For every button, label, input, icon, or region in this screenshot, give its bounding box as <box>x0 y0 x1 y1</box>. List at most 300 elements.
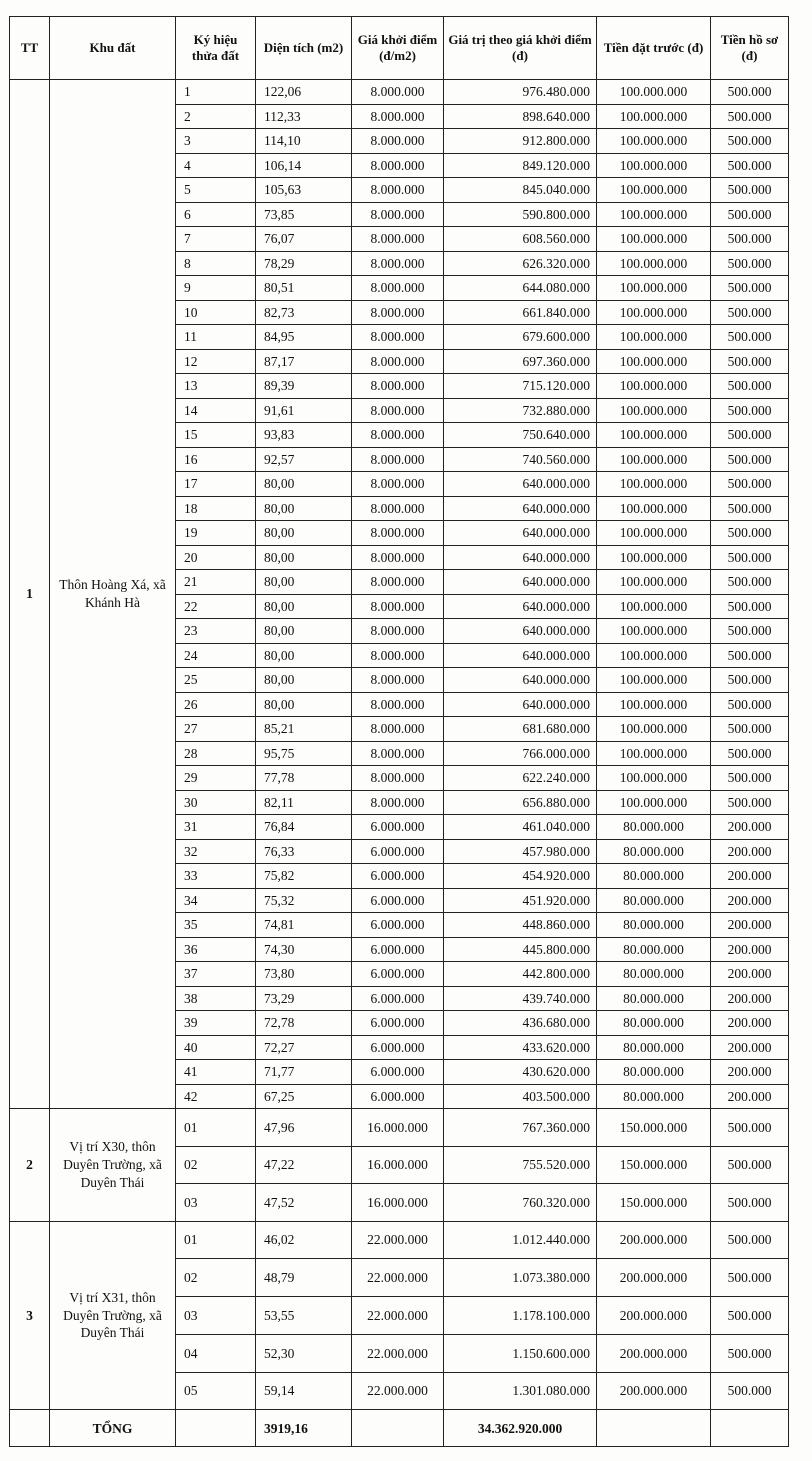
cell-deposit: 100.000.000 <box>597 349 711 374</box>
cell-deposit: 80.000.000 <box>597 888 711 913</box>
cell-area: 80,51 <box>256 276 352 301</box>
cell-start-price: 6.000.000 <box>352 1060 444 1085</box>
cell-start-price: 8.000.000 <box>352 374 444 399</box>
cell-area: 80,00 <box>256 545 352 570</box>
cell-deposit: 80.000.000 <box>597 1084 711 1109</box>
cell-area: 80,00 <box>256 496 352 521</box>
cell-start-price: 8.000.000 <box>352 570 444 595</box>
cell-start-price: 8.000.000 <box>352 202 444 227</box>
cell-start-price: 16.000.000 <box>352 1184 444 1222</box>
cell-area: 80,00 <box>256 692 352 717</box>
cell-fee: 200.000 <box>711 815 789 840</box>
cell-area: 80,00 <box>256 619 352 644</box>
cell-area: 74,81 <box>256 913 352 938</box>
header-khu-dat: Khu đất <box>50 17 176 80</box>
cell-area: 92,57 <box>256 447 352 472</box>
cell-area: 87,17 <box>256 349 352 374</box>
cell-start-value: 1.178.100.000 <box>444 1297 597 1335</box>
cell-lot-id: 12 <box>176 349 256 374</box>
cell-area: 75,82 <box>256 864 352 889</box>
cell-start-price: 6.000.000 <box>352 815 444 840</box>
cell-start-value: 640.000.000 <box>444 521 597 546</box>
cell-fee: 500.000 <box>711 472 789 497</box>
cell-deposit: 200.000.000 <box>597 1259 711 1297</box>
cell-area: 105,63 <box>256 178 352 203</box>
cell-lot-id: 30 <box>176 790 256 815</box>
cell-area: 47,22 <box>256 1146 352 1184</box>
cell-start-price: 8.000.000 <box>352 741 444 766</box>
cell-fee: 500.000 <box>711 104 789 129</box>
cell-lot-id: 26 <box>176 692 256 717</box>
cell-lot-id: 8 <box>176 251 256 276</box>
cell-area: 91,61 <box>256 398 352 423</box>
cell-deposit: 100.000.000 <box>597 496 711 521</box>
cell-fee: 500.000 <box>711 496 789 521</box>
cell-fee: 200.000 <box>711 1035 789 1060</box>
cell-fee: 500.000 <box>711 447 789 472</box>
cell-deposit: 80.000.000 <box>597 937 711 962</box>
cell-start-value: 436.680.000 <box>444 1011 597 1036</box>
cell-fee: 200.000 <box>711 962 789 987</box>
cell-start-value: 656.880.000 <box>444 790 597 815</box>
cell-start-value: 640.000.000 <box>444 496 597 521</box>
cell-lot-id: 9 <box>176 276 256 301</box>
cell-deposit: 100.000.000 <box>597 668 711 693</box>
total-value: 34.362.920.000 <box>444 1410 597 1447</box>
cell-deposit: 80.000.000 <box>597 986 711 1011</box>
cell-start-price: 16.000.000 <box>352 1109 444 1147</box>
total-tt-cell <box>10 1410 50 1447</box>
cell-start-price: 6.000.000 <box>352 839 444 864</box>
cell-start-value: 457.980.000 <box>444 839 597 864</box>
cell-fee: 200.000 <box>711 1011 789 1036</box>
cell-deposit: 100.000.000 <box>597 374 711 399</box>
cell-start-value: 679.600.000 <box>444 325 597 350</box>
cell-lot-id: 35 <box>176 913 256 938</box>
cell-start-price: 8.000.000 <box>352 643 444 668</box>
total-empty-cell <box>597 1410 711 1447</box>
cell-fee: 200.000 <box>711 986 789 1011</box>
cell-deposit: 100.000.000 <box>597 643 711 668</box>
cell-fee: 200.000 <box>711 1084 789 1109</box>
cell-deposit: 100.000.000 <box>597 717 711 742</box>
cell-fee: 500.000 <box>711 251 789 276</box>
cell-start-value: 430.620.000 <box>444 1060 597 1085</box>
table-row <box>10 80 789 105</box>
cell-fee: 200.000 <box>711 913 789 938</box>
cell-deposit: 100.000.000 <box>597 227 711 252</box>
cell-fee: 500.000 <box>711 178 789 203</box>
cell-deposit: 100.000.000 <box>597 129 711 154</box>
cell-start-value: 912.800.000 <box>444 129 597 154</box>
cell-area: 75,32 <box>256 888 352 913</box>
cell-fee: 500.000 <box>711 276 789 301</box>
cell-start-price: 16.000.000 <box>352 1146 444 1184</box>
header-tien-ho-so: Tiền hồ sơ (đ) <box>711 17 789 80</box>
cell-lot-id: 40 <box>176 1035 256 1060</box>
cell-start-value: 445.800.000 <box>444 937 597 962</box>
cell-deposit: 100.000.000 <box>597 423 711 448</box>
cell-start-price: 8.000.000 <box>352 104 444 129</box>
group-location: Vị trí X30, thôn Duyên Trường, xã Duyên Thái <box>50 1109 176 1222</box>
cell-start-value: 750.640.000 <box>444 423 597 448</box>
cell-start-value: 640.000.000 <box>444 594 597 619</box>
header-gia-khoi-diem: Giá khởi điểm (đ/m2) <box>352 17 444 80</box>
header-tien-dat-truoc: Tiền đặt trước (đ) <box>597 17 711 80</box>
cell-area: 73,29 <box>256 986 352 1011</box>
cell-area: 76,07 <box>256 227 352 252</box>
total-area: 3919,16 <box>256 1410 352 1447</box>
cell-deposit: 80.000.000 <box>597 1035 711 1060</box>
cell-deposit: 100.000.000 <box>597 741 711 766</box>
cell-fee: 500.000 <box>711 594 789 619</box>
cell-area: 77,78 <box>256 766 352 791</box>
cell-start-value: 640.000.000 <box>444 545 597 570</box>
cell-fee: 500.000 <box>711 1297 789 1335</box>
cell-fee: 500.000 <box>711 643 789 668</box>
cell-area: 82,11 <box>256 790 352 815</box>
table-row <box>10 1221 789 1259</box>
cell-deposit: 80.000.000 <box>597 1011 711 1036</box>
cell-lot-id: 1 <box>176 80 256 105</box>
cell-fee: 500.000 <box>711 300 789 325</box>
cell-area: 47,52 <box>256 1184 352 1222</box>
cell-start-value: 681.680.000 <box>444 717 597 742</box>
cell-start-price: 6.000.000 <box>352 1035 444 1060</box>
cell-start-value: 644.080.000 <box>444 276 597 301</box>
cell-lot-id: 02 <box>176 1146 256 1184</box>
cell-start-price: 8.000.000 <box>352 423 444 448</box>
cell-lot-id: 32 <box>176 839 256 864</box>
cell-area: 73,80 <box>256 962 352 987</box>
cell-fee: 500.000 <box>711 741 789 766</box>
cell-area: 72,78 <box>256 1011 352 1036</box>
cell-deposit: 100.000.000 <box>597 104 711 129</box>
group-number: 3 <box>10 1221 50 1410</box>
cell-area: 80,00 <box>256 643 352 668</box>
header-tt: TT <box>10 17 50 80</box>
cell-start-price: 6.000.000 <box>352 1084 444 1109</box>
cell-lot-id: 33 <box>176 864 256 889</box>
cell-fee: 500.000 <box>711 325 789 350</box>
cell-start-price: 22.000.000 <box>352 1334 444 1372</box>
cell-start-value: 845.040.000 <box>444 178 597 203</box>
cell-deposit: 100.000.000 <box>597 545 711 570</box>
cell-start-value: 461.040.000 <box>444 815 597 840</box>
cell-lot-id: 5 <box>176 178 256 203</box>
cell-deposit: 80.000.000 <box>597 913 711 938</box>
cell-deposit: 100.000.000 <box>597 178 711 203</box>
cell-fee: 500.000 <box>711 1146 789 1184</box>
cell-deposit: 80.000.000 <box>597 839 711 864</box>
cell-start-price: 8.000.000 <box>352 717 444 742</box>
cell-deposit: 150.000.000 <box>597 1109 711 1147</box>
cell-deposit: 200.000.000 <box>597 1297 711 1335</box>
cell-lot-id: 7 <box>176 227 256 252</box>
cell-lot-id: 03 <box>176 1184 256 1222</box>
header-dien-tich: Diện tích (m2) <box>256 17 352 80</box>
cell-fee: 500.000 <box>711 692 789 717</box>
cell-deposit: 100.000.000 <box>597 521 711 546</box>
cell-area: 76,33 <box>256 839 352 864</box>
cell-area: 47,96 <box>256 1109 352 1147</box>
table-row <box>10 1109 789 1147</box>
cell-lot-id: 3 <box>176 129 256 154</box>
cell-deposit: 100.000.000 <box>597 325 711 350</box>
cell-fee: 200.000 <box>711 839 789 864</box>
cell-start-value: 740.560.000 <box>444 447 597 472</box>
cell-start-price: 6.000.000 <box>352 937 444 962</box>
cell-deposit: 100.000.000 <box>597 472 711 497</box>
cell-start-value: 448.860.000 <box>444 913 597 938</box>
cell-lot-id: 13 <box>176 374 256 399</box>
cell-start-price: 8.000.000 <box>352 472 444 497</box>
cell-lot-id: 16 <box>176 447 256 472</box>
cell-deposit: 100.000.000 <box>597 153 711 178</box>
cell-lot-id: 17 <box>176 472 256 497</box>
cell-fee: 500.000 <box>711 521 789 546</box>
cell-area: 80,00 <box>256 472 352 497</box>
cell-start-price: 8.000.000 <box>352 447 444 472</box>
cell-start-price: 8.000.000 <box>352 325 444 350</box>
cell-start-price: 6.000.000 <box>352 1011 444 1036</box>
cell-start-value: 640.000.000 <box>444 668 597 693</box>
cell-fee: 500.000 <box>711 80 789 105</box>
group-number: 1 <box>10 80 50 1109</box>
cell-start-value: 755.520.000 <box>444 1146 597 1184</box>
cell-start-value: 640.000.000 <box>444 643 597 668</box>
cell-start-price: 8.000.000 <box>352 619 444 644</box>
cell-fee: 200.000 <box>711 1060 789 1085</box>
cell-lot-id: 11 <box>176 325 256 350</box>
cell-start-value: 1.073.380.000 <box>444 1259 597 1297</box>
cell-lot-id: 10 <box>176 300 256 325</box>
cell-start-price: 8.000.000 <box>352 545 444 570</box>
cell-fee: 500.000 <box>711 129 789 154</box>
cell-deposit: 100.000.000 <box>597 251 711 276</box>
cell-lot-id: 4 <box>176 153 256 178</box>
cell-lot-id: 24 <box>176 643 256 668</box>
cell-start-value: 640.000.000 <box>444 472 597 497</box>
cell-start-value: 640.000.000 <box>444 570 597 595</box>
cell-lot-id: 02 <box>176 1259 256 1297</box>
cell-start-price: 8.000.000 <box>352 129 444 154</box>
cell-start-price: 22.000.000 <box>352 1259 444 1297</box>
cell-area: 80,00 <box>256 594 352 619</box>
cell-fee: 500.000 <box>711 202 789 227</box>
cell-lot-id: 19 <box>176 521 256 546</box>
cell-area: 52,30 <box>256 1334 352 1372</box>
cell-start-price: 8.000.000 <box>352 692 444 717</box>
cell-fee: 500.000 <box>711 790 789 815</box>
cell-fee: 500.000 <box>711 570 789 595</box>
cell-start-price: 8.000.000 <box>352 178 444 203</box>
total-empty-cell <box>176 1410 256 1447</box>
cell-fee: 500.000 <box>711 766 789 791</box>
cell-deposit: 80.000.000 <box>597 962 711 987</box>
cell-fee: 500.000 <box>711 1184 789 1222</box>
cell-start-value: 732.880.000 <box>444 398 597 423</box>
total-empty-cell <box>352 1410 444 1447</box>
cell-area: 95,75 <box>256 741 352 766</box>
cell-lot-id: 04 <box>176 1334 256 1372</box>
cell-start-value: 433.620.000 <box>444 1035 597 1060</box>
total-label: TỔNG <box>50 1410 176 1447</box>
cell-fee: 200.000 <box>711 864 789 889</box>
cell-start-price: 22.000.000 <box>352 1221 444 1259</box>
cell-lot-id: 37 <box>176 962 256 987</box>
cell-area: 114,10 <box>256 129 352 154</box>
cell-lot-id: 34 <box>176 888 256 913</box>
cell-start-price: 8.000.000 <box>352 300 444 325</box>
cell-start-value: 640.000.000 <box>444 692 597 717</box>
cell-lot-id: 01 <box>176 1109 256 1147</box>
cell-start-price: 8.000.000 <box>352 398 444 423</box>
cell-area: 82,73 <box>256 300 352 325</box>
cell-fee: 500.000 <box>711 423 789 448</box>
cell-area: 80,00 <box>256 570 352 595</box>
cell-start-value: 454.920.000 <box>444 864 597 889</box>
cell-lot-id: 25 <box>176 668 256 693</box>
cell-lot-id: 18 <box>176 496 256 521</box>
cell-deposit: 200.000.000 <box>597 1221 711 1259</box>
cell-lot-id: 29 <box>176 766 256 791</box>
cell-deposit: 100.000.000 <box>597 398 711 423</box>
cell-start-price: 6.000.000 <box>352 864 444 889</box>
cell-area: 67,25 <box>256 1084 352 1109</box>
cell-start-price: 6.000.000 <box>352 888 444 913</box>
cell-area: 93,83 <box>256 423 352 448</box>
cell-fee: 500.000 <box>711 1334 789 1372</box>
cell-lot-id: 39 <box>176 1011 256 1036</box>
land-auction-table <box>9 16 789 1447</box>
table-footer <box>10 1410 789 1447</box>
cell-fee: 500.000 <box>711 153 789 178</box>
cell-fee: 500.000 <box>711 668 789 693</box>
cell-area: 85,21 <box>256 717 352 742</box>
cell-deposit: 100.000.000 <box>597 202 711 227</box>
cell-deposit: 100.000.000 <box>597 300 711 325</box>
group-number: 2 <box>10 1109 50 1222</box>
cell-area: 112,33 <box>256 104 352 129</box>
cell-area: 53,55 <box>256 1297 352 1335</box>
cell-start-value: 849.120.000 <box>444 153 597 178</box>
cell-fee: 500.000 <box>711 619 789 644</box>
cell-fee: 500.000 <box>711 374 789 399</box>
cell-lot-id: 42 <box>176 1084 256 1109</box>
cell-start-price: 8.000.000 <box>352 766 444 791</box>
cell-area: 72,27 <box>256 1035 352 1060</box>
cell-deposit: 100.000.000 <box>597 570 711 595</box>
cell-start-value: 626.320.000 <box>444 251 597 276</box>
cell-deposit: 80.000.000 <box>597 1060 711 1085</box>
cell-fee: 500.000 <box>711 1221 789 1259</box>
cell-start-price: 22.000.000 <box>352 1297 444 1335</box>
cell-fee: 500.000 <box>711 717 789 742</box>
cell-start-value: 403.500.000 <box>444 1084 597 1109</box>
cell-start-price: 22.000.000 <box>352 1372 444 1410</box>
cell-start-value: 697.360.000 <box>444 349 597 374</box>
cell-start-value: 622.240.000 <box>444 766 597 791</box>
table-body <box>10 80 789 1410</box>
cell-start-price: 6.000.000 <box>352 962 444 987</box>
cell-deposit: 150.000.000 <box>597 1146 711 1184</box>
cell-lot-id: 03 <box>176 1297 256 1335</box>
cell-start-value: 1.301.080.000 <box>444 1372 597 1410</box>
cell-area: 73,85 <box>256 202 352 227</box>
cell-start-value: 760.320.000 <box>444 1184 597 1222</box>
cell-lot-id: 41 <box>176 1060 256 1085</box>
cell-fee: 500.000 <box>711 1259 789 1297</box>
cell-start-value: 442.800.000 <box>444 962 597 987</box>
cell-lot-id: 2 <box>176 104 256 129</box>
cell-lot-id: 21 <box>176 570 256 595</box>
total-empty-cell <box>711 1410 789 1447</box>
cell-start-price: 8.000.000 <box>352 521 444 546</box>
total-row <box>10 1410 789 1447</box>
cell-start-value: 661.840.000 <box>444 300 597 325</box>
cell-deposit: 80.000.000 <box>597 864 711 889</box>
cell-start-value: 608.560.000 <box>444 227 597 252</box>
cell-start-price: 8.000.000 <box>352 80 444 105</box>
cell-deposit: 100.000.000 <box>597 276 711 301</box>
cell-start-value: 976.480.000 <box>444 80 597 105</box>
cell-area: 84,95 <box>256 325 352 350</box>
header-gia-tri: Giá trị theo giá khởi điểm (đ) <box>444 17 597 80</box>
cell-deposit: 100.000.000 <box>597 80 711 105</box>
cell-fee: 500.000 <box>711 1372 789 1410</box>
cell-area: 106,14 <box>256 153 352 178</box>
cell-area: 46,02 <box>256 1221 352 1259</box>
cell-lot-id: 01 <box>176 1221 256 1259</box>
cell-start-price: 8.000.000 <box>352 251 444 276</box>
cell-fee: 500.000 <box>711 227 789 252</box>
cell-lot-id: 05 <box>176 1372 256 1410</box>
header-ky-hieu: Ký hiệu thửa đất <box>176 17 256 80</box>
cell-start-price: 8.000.000 <box>352 668 444 693</box>
cell-start-price: 8.000.000 <box>352 349 444 374</box>
cell-area: 80,00 <box>256 668 352 693</box>
group-location: Thôn Hoàng Xá, xã Khánh Hà <box>50 80 176 1109</box>
cell-fee: 500.000 <box>711 1109 789 1147</box>
cell-start-price: 6.000.000 <box>352 913 444 938</box>
cell-lot-id: 36 <box>176 937 256 962</box>
cell-area: 122,06 <box>256 80 352 105</box>
cell-start-value: 640.000.000 <box>444 619 597 644</box>
cell-lot-id: 38 <box>176 986 256 1011</box>
cell-area: 76,84 <box>256 815 352 840</box>
cell-start-value: 1.012.440.000 <box>444 1221 597 1259</box>
cell-lot-id: 28 <box>176 741 256 766</box>
cell-lot-id: 23 <box>176 619 256 644</box>
cell-fee: 500.000 <box>711 349 789 374</box>
cell-start-value: 767.360.000 <box>444 1109 597 1147</box>
cell-deposit: 200.000.000 <box>597 1372 711 1410</box>
cell-deposit: 100.000.000 <box>597 766 711 791</box>
cell-start-price: 8.000.000 <box>352 594 444 619</box>
cell-lot-id: 20 <box>176 545 256 570</box>
cell-deposit: 100.000.000 <box>597 619 711 644</box>
cell-deposit: 100.000.000 <box>597 594 711 619</box>
cell-deposit: 100.000.000 <box>597 790 711 815</box>
cell-start-price: 8.000.000 <box>352 153 444 178</box>
cell-area: 59,14 <box>256 1372 352 1410</box>
cell-start-value: 590.800.000 <box>444 202 597 227</box>
cell-fee: 200.000 <box>711 888 789 913</box>
cell-lot-id: 27 <box>176 717 256 742</box>
cell-lot-id: 31 <box>176 815 256 840</box>
cell-deposit: 150.000.000 <box>597 1184 711 1222</box>
